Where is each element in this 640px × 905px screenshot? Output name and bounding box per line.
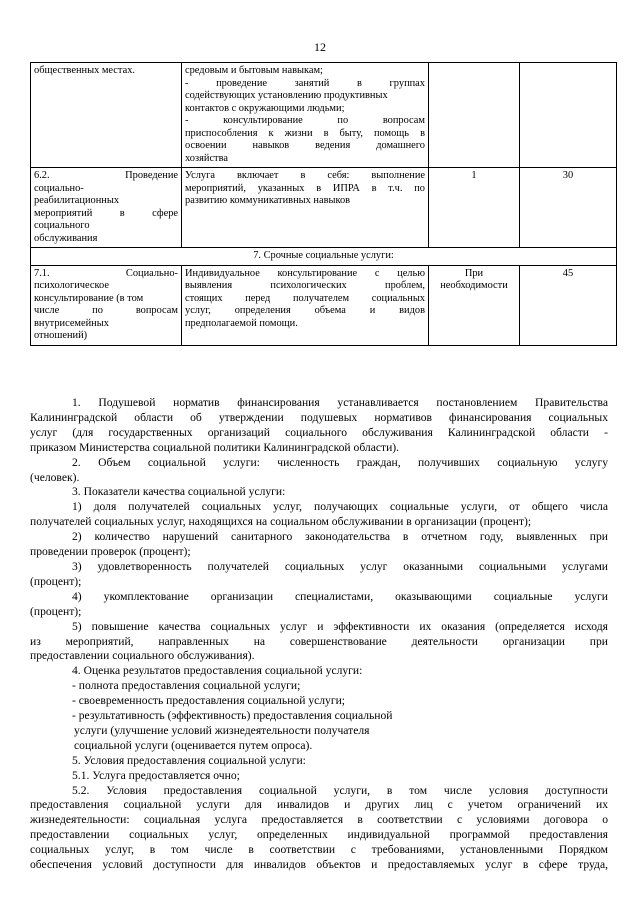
- volume-cell: [429, 63, 520, 168]
- cell-line: обслуживания: [34, 232, 98, 244]
- paragraph-line: проведении проверок (процент);: [30, 545, 191, 559]
- paragraph-line: 5.1. Услуга предоставляется очно;: [72, 768, 240, 782]
- cell-line: стоящих перед получателем социальных: [185, 292, 425, 304]
- paragraph-line: предоставлении социальных услуг, определенных индивидуальной программой предоставления: [30, 828, 608, 842]
- paragraph-line: 5. Условия предоставления социальной услуги:: [72, 753, 306, 767]
- duration-cell: 45: [520, 265, 617, 345]
- paragraph-line: предоставления социальной услуги для инвалидов и других лиц с учетом ограничений их: [30, 798, 608, 812]
- cell-line: психологическое: [34, 280, 109, 291]
- paragraph-line: из мероприятий, направленных на совершенствование деятельности организации при: [30, 634, 608, 648]
- cell-line: услуг, определения объема и видов: [185, 305, 425, 316]
- cell-line: выявления психологических проблем,: [185, 280, 425, 291]
- service-name-cell: [31, 265, 182, 345]
- service-description-cell: [182, 63, 429, 168]
- cell-line: мероприятий в сфере: [34, 207, 178, 219]
- cell-line: приспособления к жизни в быту, помощь в: [185, 127, 425, 139]
- cell-line: освоении навыков ведения домашнего: [185, 140, 425, 151]
- table-row: [31, 168, 617, 248]
- cell-line: предполагаемой помощи.: [185, 317, 298, 329]
- section-heading: 7. Срочные социальные услуги:: [31, 248, 617, 266]
- paragraph-line: 5) повышение качества социальных услуг и эффективности их оказания (определяется исходя: [72, 619, 608, 633]
- paragraph-line: Калининградской области об утверждении подушевых нормативов финансирования социальных: [30, 410, 608, 424]
- table-row: [31, 63, 617, 168]
- service-name-cell: [31, 168, 182, 248]
- paragraph-line: 2. Объем социальной услуги: численность граждан, получивших социальную услугу: [72, 455, 608, 469]
- paragraph-line: 5.2. Условия предоставления социальной услуги, в том числе условия доступности: [72, 783, 608, 797]
- list-item: социальной услуги (оценивается путем опроса).: [74, 738, 313, 752]
- cell-line: внутрисемейных: [34, 317, 109, 329]
- cell-line: содействующих установлению продуктивных: [185, 90, 388, 101]
- cell-line: развитию коммуникативных навыков: [185, 195, 351, 206]
- cell-line: При: [464, 267, 484, 279]
- list-item: - своевременность предоставления социальной услуги;: [72, 694, 346, 708]
- cell-line: необходимости: [440, 280, 508, 291]
- cell-line: социального: [34, 220, 90, 231]
- paragraph-line: (человек).: [30, 470, 80, 484]
- paragraph-line: приказом Министерства социальной политики Калининградской области).: [30, 440, 400, 454]
- paragraph-line: 2) количество нарушений санитарного законодательства в отчетном году, выявленных при: [72, 530, 608, 544]
- cell-line: - проведение занятий в группах: [185, 77, 425, 89]
- cell-line: консультирование (в том: [34, 292, 144, 304]
- paragraph-line: предоставлении социального обслуживания).: [30, 649, 255, 663]
- cell-line: социально-: [34, 182, 84, 194]
- paragraph-line: 4) укомплектование организации специалистами, оказывающими социальные услуги: [72, 589, 608, 603]
- paragraph-line: (процент);: [30, 604, 82, 618]
- social-services-table: [30, 62, 617, 346]
- paragraph-line: 3) удовлетворенность получателей социальных услуг оказанными социальными услугами: [72, 559, 608, 573]
- page-number: 12: [314, 40, 326, 54]
- table-row: [31, 265, 617, 345]
- volume-cell: [429, 265, 520, 345]
- table-section-row: [31, 248, 617, 266]
- cell-text: общественных местах.: [34, 65, 135, 76]
- cell-line: мероприятий, указанных в ИПРА в т.ч. по: [185, 182, 425, 194]
- volume-cell: 1: [429, 168, 520, 248]
- list-item: - полнота предоставления социальной услуги;: [72, 679, 301, 693]
- cell-line: - консультирование по вопросам: [185, 115, 425, 126]
- cell-line: реабилитационных: [34, 195, 120, 206]
- list-item: услуги (улучшение условий жизнедеятельности получателя: [74, 723, 370, 737]
- notes-section: [30, 396, 608, 873]
- list-item: - результативность (эффективность) предоставления социальной: [72, 709, 393, 723]
- paragraph-line: 4. Оценка результатов предоставления социальной услуги:: [72, 664, 363, 678]
- paragraph-line: услуг (для государственных организаций социального обслуживания Калининградской области -: [30, 425, 608, 439]
- cell-line: контактов с окружающими людьми;: [185, 102, 345, 114]
- service-description-cell: [182, 168, 429, 248]
- cell-line: Индивидуальное консультирование с целью: [185, 267, 425, 279]
- cell-line: 7.1. Социально-: [34, 267, 178, 279]
- cell-line: числе по вопросам: [34, 305, 178, 316]
- paragraph-line: 3. Показатели качества социальной услуги:: [72, 485, 286, 499]
- paragraph-line: получателей социальных услуг, находящихся на социальном обслуживании в организации (процент);: [30, 515, 532, 529]
- paragraph-line: 1) доля получателей социальных услуг, получающих социальные услуги, от общего числа: [72, 500, 608, 514]
- duration-cell: [520, 63, 617, 168]
- service-description-cell: [182, 265, 429, 345]
- paragraph-line: жизнедеятельности: социальная услуга предоставляется в соответствии с условиями договора о: [30, 813, 608, 827]
- cell-line: хозяйства: [185, 152, 228, 164]
- cell-line: 6.2. Проведение: [34, 170, 178, 181]
- paragraph-line: 1. Подушевой норматив финансирования устанавливается постановлением Правительства: [72, 396, 608, 409]
- duration-cell: 30: [520, 168, 617, 248]
- cell-line: отношений): [34, 330, 88, 341]
- paragraph-line: обеспечения условий доступности для инвалидов объектов и предоставляемых услуг в сфере труда,: [30, 858, 608, 872]
- service-name-cell: [31, 63, 182, 168]
- cell-line: средовым и бытовым навыкам;: [185, 65, 323, 76]
- cell-line: Услуга включает в себя: выполнение: [185, 170, 425, 181]
- paragraph-line: (процент);: [30, 574, 82, 588]
- paragraph-line: социальных услуг, в том числе в соответствии с требованиями, установленными Порядком: [30, 843, 608, 857]
